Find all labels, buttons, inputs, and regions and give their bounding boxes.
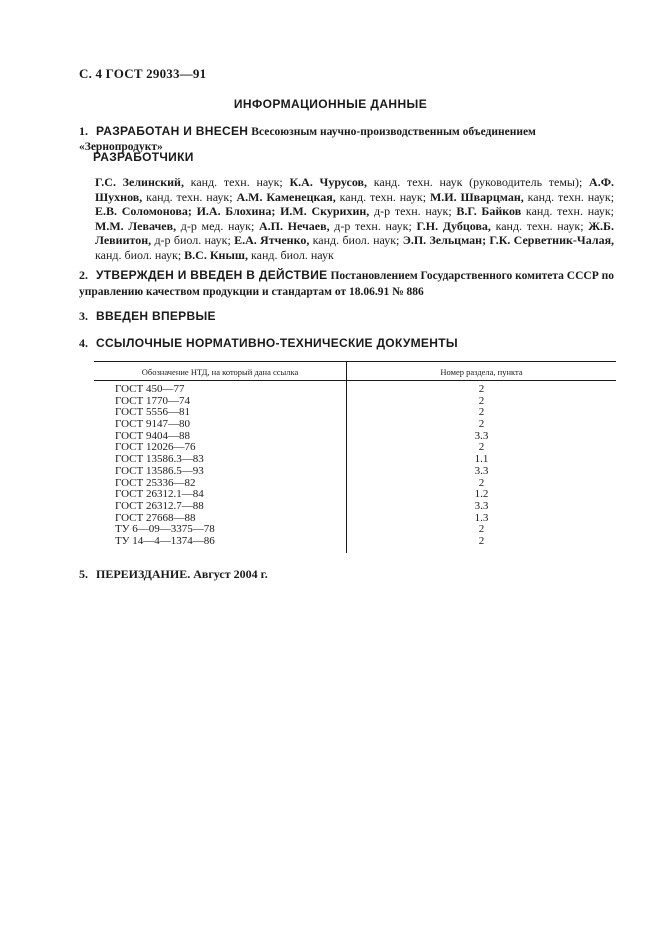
item-4-text: ССЫЛОЧНЫЕ НОРМАТИВНО-ТЕХНИЧЕСКИЕ ДОКУМЕНТЫ: [96, 336, 458, 350]
item-3: [79, 309, 616, 323]
table-row: [94, 501, 616, 513]
table-row: [94, 384, 616, 396]
document-cell: ГОСТ 5556—81: [115, 406, 190, 419]
item-1-number: 1.: [79, 124, 88, 138]
table-header-document: Обозначение НТД, на который дана ссылка: [141, 367, 299, 377]
document-cell: ГОСТ 26312.1—84: [115, 488, 204, 501]
table-body: [94, 384, 616, 548]
section-cell: 1.1: [474, 453, 489, 466]
table-row: [94, 466, 616, 478]
section-cell: 1.3: [474, 511, 489, 524]
item-2-text: Постановлением Государственного комитета СССР по управлению качеством продукции и стандартам от 18.06.91 № 886: [79, 270, 614, 298]
section-cell: 2: [478, 383, 485, 395]
developer-entry: И.А. Блохина;: [196, 204, 276, 219]
item-1-text: Всесоюзным научно-производственным объединением «Зернопродукт»: [79, 126, 536, 153]
developer-entry: А.М. Каменецкая, канд. техн. наук;: [236, 189, 427, 204]
developer-entry: М.М. Левачев, д-р мед. наук;: [95, 218, 255, 233]
document-cell: ГОСТ 13586.3—83: [115, 453, 204, 466]
document-cell: ГОСТ 12026—76: [115, 441, 196, 454]
section-cell: 3.3: [474, 464, 489, 477]
document-cell: ГОСТ 9147—80: [115, 418, 190, 431]
table-row: [94, 536, 616, 548]
developers-list: [95, 175, 614, 263]
document-cell: ГОСТ 26312.7—88: [115, 499, 204, 512]
document-cell: ТУ 14—4—1374—86: [115, 534, 215, 547]
developer-entry: Е.В. Соломонова;: [95, 204, 192, 219]
developer-entry: В.Г. Байков канд. техн. наук;: [456, 204, 614, 219]
document-cell: ГОСТ 25336—82: [115, 476, 196, 489]
page-header: С. 4 ГОСТ 29033—91: [79, 66, 207, 81]
item-5-number: 5.: [79, 567, 88, 581]
table-header-section: Номер раздела, пункта: [440, 367, 523, 377]
section-cell: 2: [478, 523, 485, 536]
developer-entry: М.И. Шварцман, канд. техн. наук;: [429, 189, 615, 204]
developer-entry: Г.С. Зелинский, канд. техн. наук;: [95, 175, 283, 189]
developer-entry: А.П. Нечаев, д-р техн. наук;: [258, 218, 412, 233]
section-cell: 3.3: [474, 429, 489, 442]
developer-entry: Ж.Б. Левиитон, д-р биол. наук;: [95, 218, 614, 248]
developer-entry: А.Ф. Шухнов, канд. техн. наук;: [95, 175, 615, 204]
item-4: [79, 336, 616, 350]
item-4-number: 4.: [79, 336, 88, 350]
developer-entry: Г.Н. Дубцова, канд. техн. наук;: [416, 218, 584, 233]
item-3-text: ВВЕДЕН ВПЕРВЫЕ: [96, 309, 216, 323]
item-1-lead: РАЗРАБОТАН И ВНЕСЕН: [96, 124, 249, 138]
table-top-rule: [94, 361, 616, 362]
item-2-lead: УТВЕРЖДЕН И ВВЕДЕН В ДЕЙСТВИЕ: [96, 268, 328, 282]
document-cell: ГОСТ 9404—88: [115, 429, 190, 442]
item-5: [79, 567, 616, 581]
developer-entry: Г.К. Серветник-Чалая, канд. биол. наук;: [95, 233, 615, 262]
developers-heading: РАЗРАБОТЧИКИ: [93, 150, 194, 164]
developer-entry: К.А. Чурусов, канд. техн. наук (руководитель темы);: [289, 175, 583, 189]
document-cell: ГОСТ 1770—74: [115, 394, 190, 407]
item-2: [79, 268, 616, 300]
developer-entry: И.М. Скурихин, д-р техн. наук;: [280, 204, 452, 219]
item-5-text: ПЕРЕИЗДАНИЕ. Август 2004 г.: [96, 567, 268, 581]
section-cell: 2: [478, 394, 485, 407]
section-cell: 2: [478, 441, 485, 454]
developer-entry: В.С. Кныш, канд. биол. наук: [184, 247, 334, 262]
document-cell: ГОСТ 27668—88: [115, 511, 196, 524]
section-cell: 3.3: [474, 499, 489, 512]
developer-entry: Е.А. Ятченко, канд. биол. наук;: [234, 233, 400, 248]
section-cell: 2: [478, 418, 485, 431]
table-row: [94, 419, 616, 431]
developer-entry: Э.П. Зельцман;: [402, 233, 487, 248]
reference-table: [94, 361, 616, 553]
document-cell: ГОСТ 13586.5—93: [115, 464, 204, 477]
section-title: ИНФОРМАЦИОННЫЕ ДАННЫЕ: [233, 97, 428, 111]
section-cell: 1.2: [474, 488, 489, 501]
table-header-rule: [94, 380, 616, 381]
document-cell: ТУ 6—09—3375—78: [115, 523, 215, 536]
section-cell: 2: [478, 534, 485, 547]
item-2-number: 2.: [79, 268, 88, 282]
section-cell: 2: [478, 476, 485, 489]
document-cell: ГОСТ 450—77: [115, 383, 185, 395]
item-3-number: 3.: [79, 309, 88, 323]
section-cell: 2: [478, 406, 485, 419]
